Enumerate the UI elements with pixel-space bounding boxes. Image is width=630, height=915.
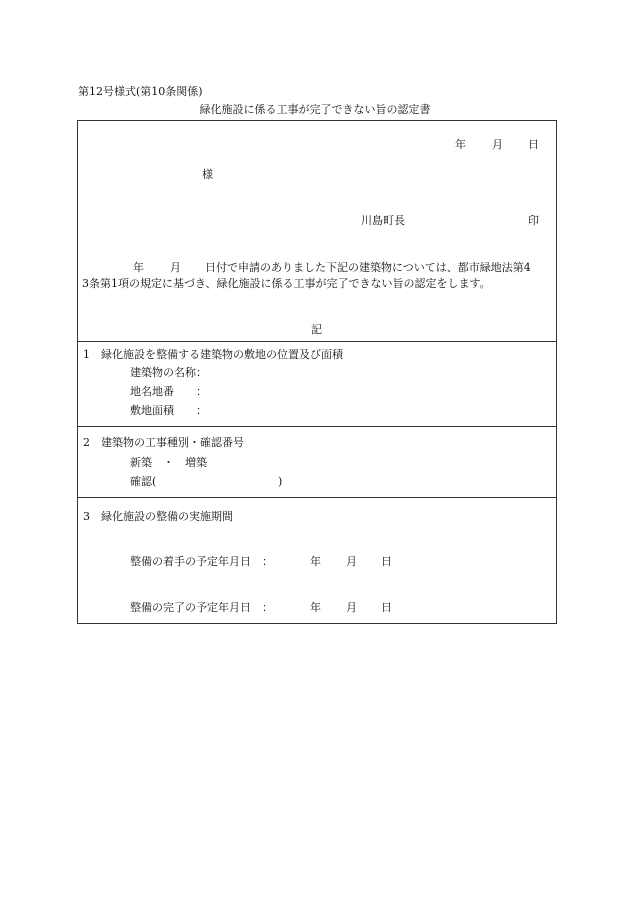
section-3-title: 3 緑化施設の整備の実施期間 [83,510,233,523]
confirmation-close: ) [278,475,283,488]
addressee-honorific: 様 [202,168,213,181]
certificate-frame [77,120,557,624]
site-area-label: 敷地面積 ： [130,404,207,417]
date-month: 月 [492,138,503,151]
lot-number-label: 地名地番 ： [130,385,207,398]
building-name-label: 建築物の名称： [130,366,207,379]
section-2-title: 2 建築物の工事種別・確認番号 [83,436,244,449]
document-title: 緑化施設に係る工事が完了できない旨の認定書 [199,103,431,116]
construction-types: 新築 ・ 増築 [130,456,207,469]
start-month: 月 [346,555,357,568]
start-date-label: 整備の着手の予定年月日 ： [130,555,273,568]
confirmation-open: 確認( [130,475,157,488]
seal-mark: 印 [528,214,539,227]
body-year: 年 [133,261,144,274]
end-date-label: 整備の完了の予定年月日 ： [130,601,273,614]
start-year: 年 [310,555,321,568]
form-number: 第12号様式(第10条関係) [78,85,203,98]
divider-3 [78,497,556,498]
issuer-name: 川島町長 [361,214,405,227]
end-month: 月 [346,601,357,614]
divider-1 [78,341,556,342]
end-year: 年 [310,601,321,614]
section-1-title: 1 緑化施設を整備する建築物の敷地の位置及び面積 [83,348,343,361]
divider-2 [78,426,556,427]
body-month: 月 [170,261,181,274]
start-day: 日 [381,555,392,568]
date-year: 年 [455,138,466,151]
body-line-1: 日付で申請のありました下記の建築物については、都市緑地法第4 [205,261,531,274]
body-line-2: 3条第1項の規定に基づき、緑化施設に係る工事が完了できない旨の認定をします。 [82,277,491,290]
ki-label: 記 [311,323,322,336]
date-day: 日 [528,138,539,151]
end-day: 日 [381,601,392,614]
